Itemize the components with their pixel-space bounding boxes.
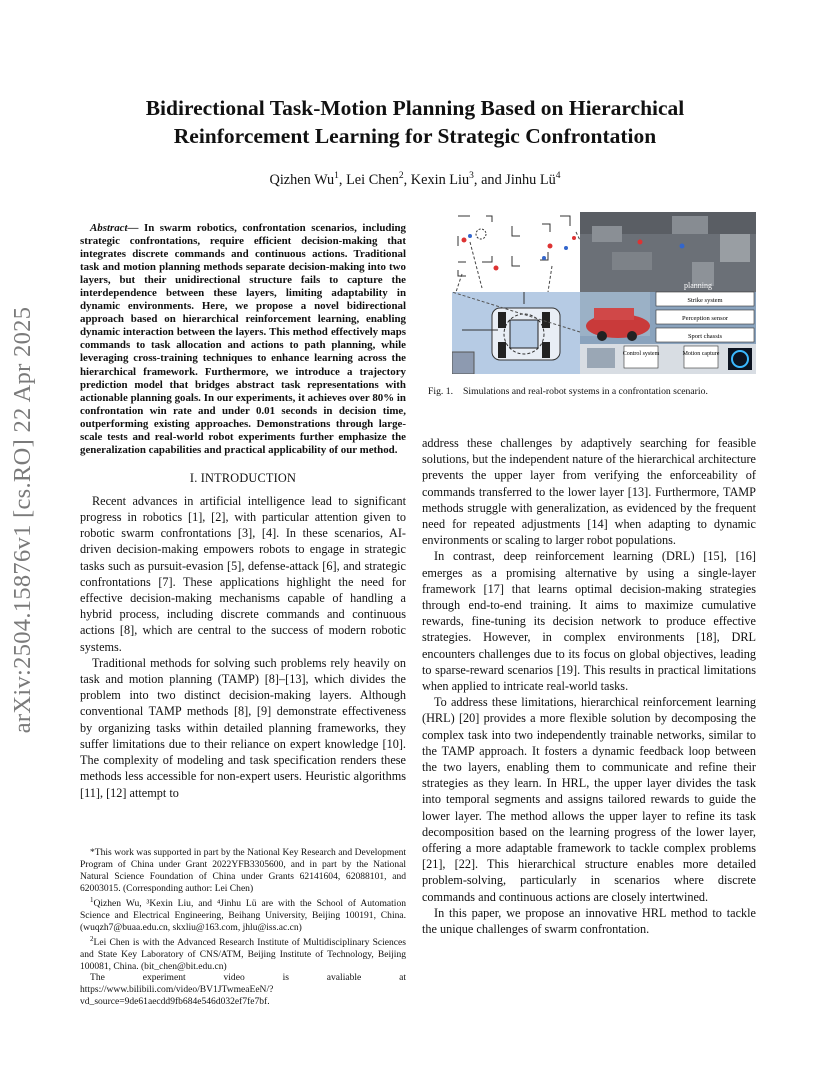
author-1: Qizhen Wu — [269, 171, 335, 188]
author-list: Qizhen Wu$^1$, Lei Chen$^2$, Kexin Liu$^3$, and Jinhu $Lü^4$ — [269, 171, 561, 188]
figure-1-graphic — [452, 212, 756, 374]
right-paragraph-2: In contrast, deep reinforcement learning (DRL) [15], [16] emerges as a promising alternative by using a single-layer framework [17] that learns optimal decision-making strategies through end-to-end training. It aims to maximize cumulative rewards, fine-tuning its decision network to produce effective strategies. However, in complex environments [18], DRL encounters challenges due to its focus on global objectives, leading to sparse-reward scenarios [19]. This results in practical limitations when applied to intricate real-world tasks. — [422, 549, 756, 694]
intro-paragraph-2: Traditional methods for solving such problems rely heavily on task and motion planning (TAMP) [8]–[13], which divides the problem into two distinct decision-making layers. Although conventional TAMP methods [8], [9] demonstrate effectiveness by organizing tasks within detailed planning frameworks, they suffer limitations due to their reliance on expert knowledge [10]. The complexity of modeling and task specification renders these methods less accessible for non-expert users. Heuristic algorithms [11], [12] attempt to — [80, 655, 406, 800]
intro-paragraph-1: Recent advances in artificial intelligence lead to significant progress in robotics [1], [2], with particular attention given to robotic swarm confrontations [3], [4]. In these scenarios, AI-driven decision-making empowers robots to engage in strategic tasks such as pursuit-evasion [5], defense-attack [6], and strategic confrontations [7]. These applications highlight the need for effective decision-making mechanisms capable of handling a hybrid process, including discrete commands and continuous actions [8], which are central to the success of modern robotic systems. — [80, 493, 406, 654]
paper-title — [80, 94, 750, 150]
label-control-system: Control system — [622, 351, 660, 357]
footnote-funding: *This work was supported in part by the National Key Research and Development Program of China under Grant 2022YFB3305600, and in part by the National Natural Science Foundation of China under Grants 62141604, 62088101, and 62003015. (Corresponding author: Lei Chen) — [80, 847, 406, 894]
author-4-mark: 4 — [555, 171, 561, 181]
abstract-label: Abstract — [90, 222, 128, 234]
arxiv-side-stamp — [8, 270, 38, 770]
abstract-text: — In swarm robotics, confrontation scenarios, including strategic confrontations, require efficient decision-making that integrates discrete commands and continuous actions. Traditional task and motion planning methods separate decision-making into two layers, but their unidirectional structure fails to capture the interdependence between these layers, limiting adaptability in dynamic environments. Here, we propose a novel bidirectional approach based on hierarchical reinforcement learning, enabling dynamic interaction between the layers. This method effectively maps commands to task allocation and actions to path planning, while leveraging cross-training techniques to enhance learning across the hierarchical framework. Furthermore, we introduce a trajectory prediction model that bridges abstract task representations with actionable planning goals. In our experiments, it achieves over 80% in confrontation win rate and under 0.01 seconds in decision time, outperforming existing approaches. Demonstrations through large-scale tests and real-world robot experiments further emphasize the generalization capabilities and practical applicability of our method. — [80, 222, 406, 456]
left-column — [80, 222, 406, 801]
footnote-mark-1: 1 — [90, 895, 94, 904]
author-2-mark: 2 — [398, 171, 404, 181]
author-1-mark: 1 — [334, 171, 339, 181]
schematic-markers — [458, 216, 570, 276]
author-2: Lei Chen — [346, 171, 399, 188]
caption-text: Simulations and real-robot systems in a confrontation scenario. — [463, 386, 708, 397]
abstract — [80, 222, 406, 457]
footnote-affiliation-2 — [80, 934, 406, 973]
label-perception-sensor: Perception sensor — [681, 315, 729, 322]
right-paragraph-4: In this paper, we propose an innovative HRL method to tackle the unique challenges of swarm confrontation. — [422, 905, 756, 937]
label-strike-system: Strike system — [687, 297, 723, 304]
caption-label: Fig. 1. — [428, 386, 454, 397]
arxiv-id-text: arXiv:2504.15876v1 [cs.RO] 22 Apr 2025 — [9, 306, 36, 734]
author-4: Jinhu Lü — [505, 171, 556, 188]
planning-diagram — [452, 292, 580, 374]
right-paragraph-3: To address these limitations, hierarchical reinforcement learning (HRL) [20] provides a more flexible solution by decomposing the complex task into two independently trainable networks, similar to the TAMP approach. It fosters a dynamic feedback loop between the two layers, enabling them to communicate and refine their strategies as they learn. In HRL, the upper layer divides the task into temporal segments and assigns tailored rewards to guide the lower layer. The method allows the upper layer to refine its task decomposition based on the learning progress of the lower layer, offering a more adaptable framework to tackle complex problems [21], [22]. This hierarchical structure enables more detailed problem-solving, particularly in scenarios where discrete commands and continuous actions are closely intertwined. — [422, 695, 756, 904]
footnote-affiliation-1-text: Qizhen Wu, ³Kexin Liu, and ⁴Jinhu Lü are with the School of Automation Science and Electrical Engineering, Beihang University, Beijing 100191, China. (wuqzh7@buaa.edu.cn, skxliu@163.com, jhlu@iss.ac.cn) — [80, 897, 406, 933]
title-line-1: Bidirectional Task-Motion Planning Based on Hierarchical — [145, 96, 685, 120]
right-paragraph-1: address these challenges by adaptively searching for feasible solutions, but the independent nature of the hierarchical architecture prevents the upper layer from verifying the enforceability of commands transferred to the lower layer [13]. Furthermore, TAMP methods struggle with generalization, as evidenced by the frequent need for repeated adjustments [14] when adapting to dynamic environments or scaling to larger robot populations. — [422, 436, 756, 548]
author-3-mark: 3 — [469, 171, 474, 181]
right-column — [422, 435, 756, 937]
figure-label-planning: planning — [684, 281, 712, 290]
author-3: Kexin Liu — [410, 171, 470, 188]
label-sport-chassis: Sport chassis — [687, 333, 723, 340]
footnote-mark-2: 2 — [90, 934, 94, 943]
robot-markers — [462, 234, 577, 271]
footnote-affiliation-1 — [80, 895, 406, 934]
label-motion-capture: Motion capture — [682, 351, 720, 357]
arena-render — [580, 212, 756, 292]
footnotes — [80, 847, 406, 1008]
figure-1 — [452, 212, 756, 374]
footnote-affiliation-2-text: Lei Chen is with the Advanced Research Institute of Multidisciplinary Sciences and State Key Laboratory of CNS/ATM, Beijing Institute of Technology, Beijing 100081, China. (bit_chen@bit.edu.cn) — [80, 936, 406, 972]
footnote-video: The experiment video is avaliable at https://www.bilibili.com/video/BV1JTwmeaEeN/?vd_source=9de61aecdd9fb684e546d032ef7fe7bf. — [80, 972, 406, 1008]
figure-1-caption — [428, 386, 758, 397]
title-line-2: Reinforcement Learning for Strategic Confrontation — [173, 124, 657, 148]
section-heading-introduction: I. INTRODUCTION — [189, 470, 297, 485]
